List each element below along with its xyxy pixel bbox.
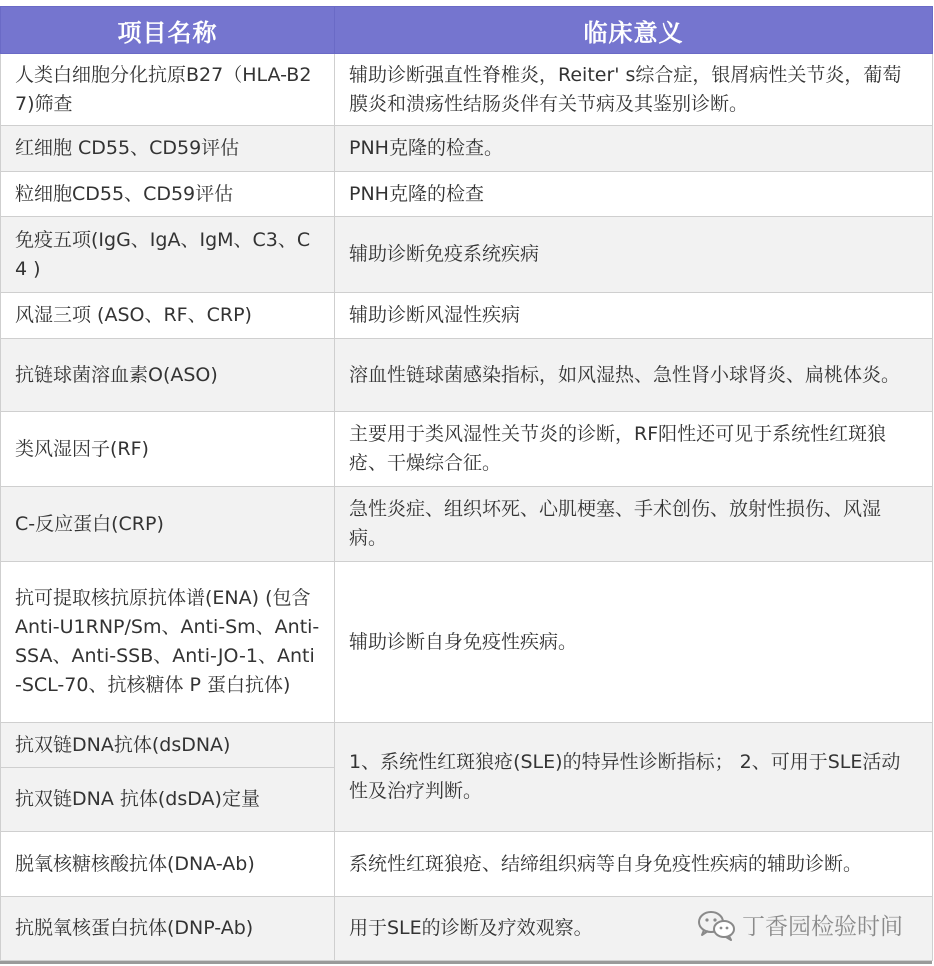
clinical-meaning: PNH克隆的检查。 (335, 126, 933, 172)
item-name: 风湿三项 (ASO、RF、CRP) (1, 293, 335, 339)
table-row (1, 723, 933, 768)
table-row (1, 293, 933, 339)
watermark (696, 908, 903, 941)
item-name: 抗双链DNA 抗体(dsDA)定量 (1, 768, 335, 832)
clinical-meaning: 急性炎症、组织坏死、心肌梗塞、手术创伤、放射性损伤、风湿病。 (335, 487, 933, 562)
item-name: 类风湿因子(RF) (1, 412, 335, 487)
item-name: 粒细胞CD55、CD59评估 (1, 172, 335, 217)
table-row (1, 562, 933, 723)
item-name: 抗双链DNA抗体(dsDNA) (1, 723, 335, 768)
clinical-meaning: 辅助诊断强直性脊椎炎，Reiter' s综合症，银屑病性关节炎，葡萄膜炎和溃疡性结肠炎伴有关节病及其鉴别诊断。 (335, 54, 933, 126)
wechat-icon (696, 909, 736, 941)
table-row (1, 126, 933, 172)
item-name: 脱氧核糖核酸抗体(DNA-Ab) (1, 832, 335, 897)
clinical-meaning: 辅助诊断风湿性疾病 (335, 293, 933, 339)
watermark-text: 丁香园检验时间 (742, 914, 903, 940)
clinical-meaning: 1、系统性红斑狼疮(SLE)的特异性诊断指标； 2、可用于SLE活动性及治疗判断。 (335, 723, 933, 832)
table-row (1, 172, 933, 217)
table-row (1, 217, 933, 293)
clinical-meaning: PNH克隆的检查 (335, 172, 933, 217)
item-name: 抗链球菌溶血素O(ASO) (1, 339, 335, 412)
table-row (1, 832, 933, 897)
table-row (1, 339, 933, 412)
table-row (1, 412, 933, 487)
table-bottom-border (0, 961, 932, 964)
item-name: 人类白细胞分化抗原B27（HLA-B27)筛查 (1, 54, 335, 126)
clinical-meaning: 用于SLE的诊断及疗效观察。 (335, 897, 933, 961)
item-name: 抗脱氧核蛋白抗体(DNP-Ab) (1, 897, 335, 961)
clinical-meaning: 辅助诊断自身免疫性疾病。 (335, 562, 933, 723)
item-name: 抗可提取核抗原抗体谱(ENA) (包含Anti-U1RNP/Sm、Anti-Sm、Anti-SSA、Anti-SSB、Anti-JO-1、Anti-SCL-70、抗核糖体 P 蛋白抗体) (1, 562, 335, 723)
clinical-significance-table (0, 6, 933, 961)
table-row (1, 487, 933, 562)
header-item-name: 项目名称 (1, 7, 335, 54)
header-clinical-meaning: 临床意义 (335, 7, 933, 54)
table-header-row (1, 7, 933, 54)
clinical-meaning: 溶血性链球菌感染指标，如风湿热、急性肾小球肾炎、扁桃体炎。 (335, 339, 933, 412)
clinical-meaning: 辅助诊断免疫系统疾病 (335, 217, 933, 293)
table-row (1, 54, 933, 126)
clinical-meaning: 主要用于类风湿性关节炎的诊断，RF阳性还可见于系统性红斑狼疮、干燥综合征。 (335, 412, 933, 487)
item-name: C-反应蛋白(CRP) (1, 487, 335, 562)
item-name: 免疫五项(IgG、IgA、IgM、C3、C4 ) (1, 217, 335, 293)
clinical-meaning: 系统性红斑狼疮、结缔组织病等自身免疫性疾病的辅助诊断。 (335, 832, 933, 897)
item-name: 红细胞 CD55、CD59评估 (1, 126, 335, 172)
